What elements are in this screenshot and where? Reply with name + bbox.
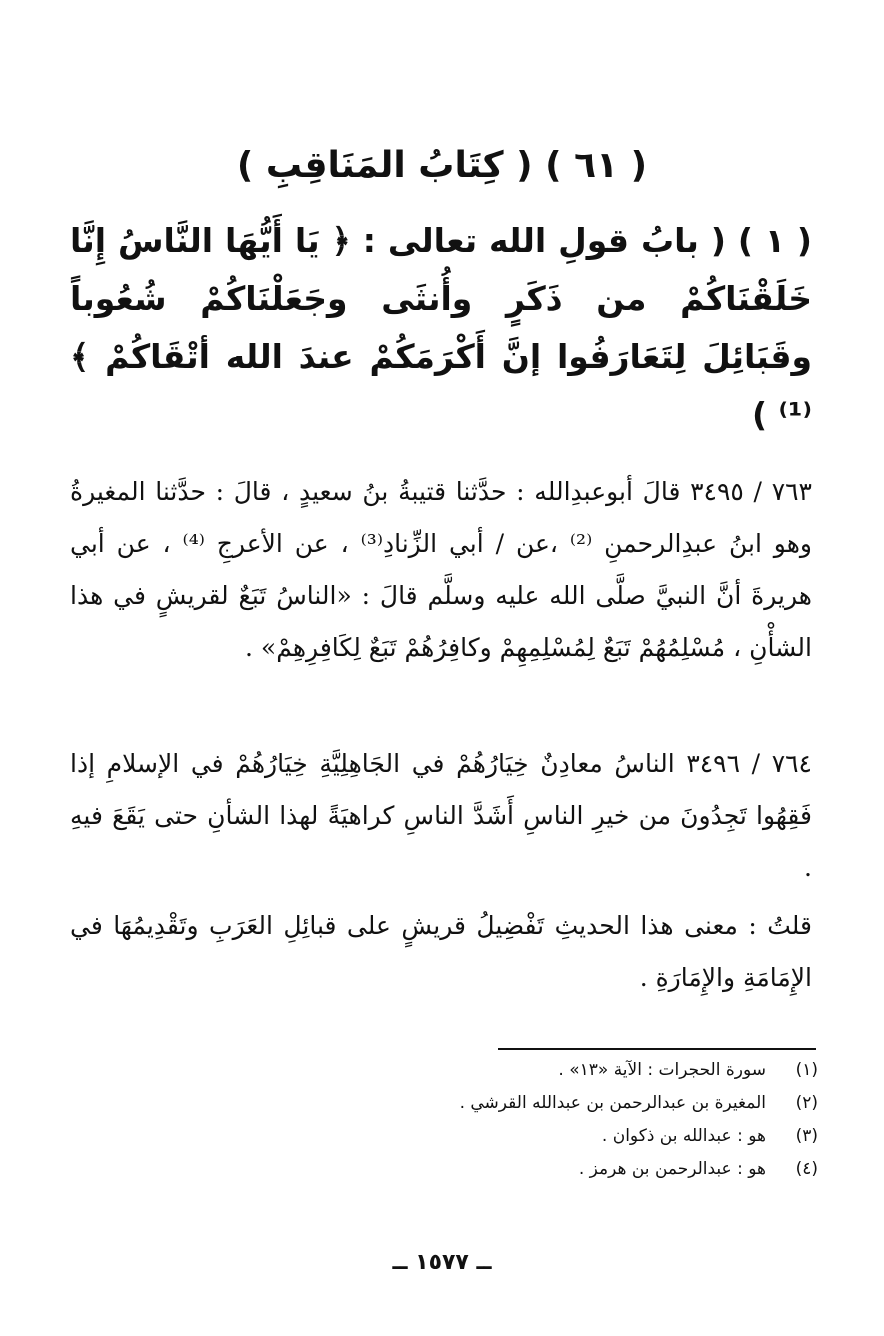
footnote-number: (٣) (795, 1126, 818, 1146)
hadith-paragraph: ٧٦٣ / ٣٤٩٥ قالَ أبوعبدِالله : حدَّثنا قتيبةُ بنُ سعيدٍ ، قالَ : حدَّثنا المغيرةُ وهو ابنُ عبدِالرحمنِ ⁽²⁾ ،عن / أبي الزِّنادِ⁽³⁾ ، عن الأعرجِ ⁽⁴⁾ ، عن أبي هريرةَ أنَّ النبيَّ صلَّى الله عليه وسلَّم قالَ : «الناسُ تَبَعٌ لقريشٍ في هذا الشأْنِ ، مُسْلِمُهُمْ تَبَعٌ لِمُسْلِمِهِمْ وكافِرُهُمْ تَبَعٌ لِكَافِرِهِمْ» . (70, 477, 812, 662)
footnote-item (118, 1120, 818, 1153)
footnote-number: (٢) (795, 1093, 818, 1113)
page-number: ــ ١٥٧٧ ــ (392, 1250, 492, 1275)
footnote-number: (٤) (795, 1159, 818, 1179)
footnote-item (118, 1054, 818, 1087)
footnote-item (118, 1153, 818, 1186)
book-title: ( ٦١ ) ( كِتَابُ المَنَاقِبِ ) (236, 145, 648, 186)
footnote-text: هو : عبدالله بن ذكوان . (601, 1126, 766, 1146)
footnote-text: هو : عبدالرحمن بن هرمز . (578, 1159, 766, 1179)
footnote-divider (498, 1048, 816, 1050)
footnote-text: المغيرة بن عبدالرحمن بن عبدالله القرشي . (459, 1093, 766, 1113)
commentary-paragraph: قلتُ : معنى هذا الحديثِ تَفْضِيلُ قريشٍ على قبائِلِ العَرَبِ وتَقْدِيمُهَا في الإِمَامَةِ والإِمَارَةِ . (70, 911, 812, 992)
footnote-number: (١) (795, 1060, 818, 1080)
chapter-heading: ( ١ ) ( بابُ قولِ الله تعالى : ﴿ يَا أَيُّهَا النَّاسُ إِنَّا خَلَقْنَاكُمْ من ذَكَرٍ وأُنثَى وجَعَلْنَاكُمْ شُعُوباً وقَبَائِلَ لِتَعَارَفُوا إنَّ أَكْرَمَكُمْ عندَ الله أتْقَاكُمْ ﴾ ⁽¹⁾ ) (70, 221, 812, 434)
hadith-paragraph: ٧٦٤ / ٣٤٩٦ الناسُ معادِنٌ خِيَارُهُمْ في الجَاهِلِيَّةِ خِيَارُهُمْ في الإسلامِ إذا فَقِهُوا تَجِدُونَ من خيرِ الناسِ أَشَدَّ الناسِ كراهيَةً لهذا الشأنِ حتى يَقَعَ فيهِ . (70, 749, 812, 882)
footnotes-list (118, 1054, 818, 1186)
footnote-item (118, 1087, 818, 1120)
footnote-text: سورة الحجرات : الآية «١٣» . (558, 1060, 766, 1080)
